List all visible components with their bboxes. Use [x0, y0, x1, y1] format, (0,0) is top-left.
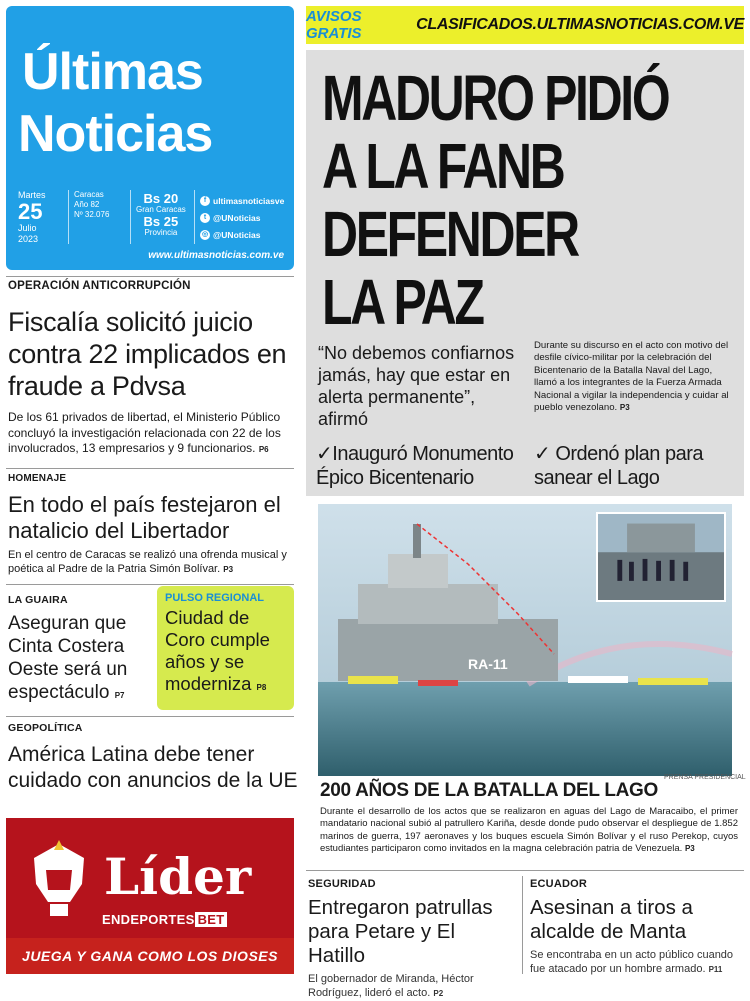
story-ecuador[interactable] [530, 878, 744, 977]
headline-seguridad: Entregaron patrullas para Petare y El Hatillo [308, 896, 493, 967]
divider [522, 876, 523, 974]
divider [194, 190, 195, 244]
headline-ecuador: Asesinan a tiros a alcalde de Manta [530, 896, 693, 943]
kicker-seguridad: SEGURIDAD [308, 878, 376, 890]
social-links [200, 192, 284, 243]
summary-ecuador: Se encontraba en un acto público cuando fue atacado por un hombre armado. P11 [530, 949, 734, 975]
ad-slogan: JUEGA Y GANA COMO LOS DIOSES [6, 938, 294, 974]
ad-subbrand: ENDEPORTES BET [102, 912, 227, 927]
summary-anticorrupcion: De los 61 privados de libertad, el Ministerio Público concluyó la investigación relacionada con 22 de los involucrados, 13 empresarios y 9 funcionarios. P6 [8, 410, 281, 455]
story-guaira[interactable] [8, 594, 148, 707]
lead-headline[interactable]: MADURO PIDIÓ A LA FANB DEFENDER LA PAZ [322, 62, 669, 338]
headline-pulso: Ciudad de Coro cumple años y se moderniza P8 [165, 607, 270, 694]
month: Julio [18, 222, 37, 233]
ship-hull-label: RA-11 [468, 656, 508, 672]
kicker-homenaje: HOMENAJE [8, 473, 67, 484]
price-caracas-label: Gran Caracas [136, 205, 186, 215]
year: 2023 [18, 233, 39, 244]
price-block [136, 192, 186, 238]
social-twitter[interactable]: t @UNoticias [200, 209, 284, 226]
summary-seguridad: El gobernador de Miranda, Héctor Rodríguez, lideró el acto. P2 [308, 973, 474, 999]
photo-credit: PRENSA PRESIDENCIAL [664, 774, 746, 781]
twitter-icon: t [200, 213, 210, 223]
issue-date [18, 190, 64, 244]
divider [130, 190, 131, 244]
divider [68, 190, 69, 244]
logo-line1: Últimas [22, 43, 203, 101]
year-label: Año 82 [74, 200, 100, 209]
divider [6, 276, 294, 277]
page-ref: P6 [258, 445, 269, 454]
page-ref: P2 [433, 989, 444, 998]
headline-anticorrupcion[interactable]: Fiscalía solicitó juicio contra 22 implicados en fraude a Pdvsa [8, 307, 287, 401]
logo-line2: Noticias [18, 105, 213, 163]
inset-photo [596, 512, 726, 602]
summary-homenaje: En el centro de Caracas se realizó una ofrenda musical y poética al Padre de la Patria Simón Bolívar. P3 [8, 549, 287, 575]
lead-check-monument: ✓Inauguró Monumento Épico Bicentenario [316, 443, 514, 489]
kicker-ecuador: ECUADOR [530, 878, 588, 890]
headline-guaira: Aseguran que Cinta Costera Oeste será un espectáculo P7 [8, 613, 128, 703]
page-ref: P11 [708, 965, 723, 974]
social-instagram[interactable]: ◎ @UNoticias [201, 229, 261, 240]
classifieds-banner[interactable] [306, 6, 744, 44]
social-facebook[interactable]: f ultimasnoticiasve [200, 192, 284, 209]
price-caracas: Bs 20 [143, 191, 179, 206]
lead-quote: “No debemos confiarnos jamás, hay que estar en alerta permanente”, afirmó [318, 343, 515, 429]
website-link[interactable]: www.ultimasnoticias.com.ve [148, 250, 284, 261]
issue-number: Nº 32.076 [74, 210, 110, 219]
issue-meta [74, 190, 109, 220]
divider [306, 870, 744, 871]
page-ref: P8 [256, 683, 267, 692]
photo-caption-title[interactable]: 200 AÑOS DE LA BATALLA DEL LAGO [320, 780, 658, 801]
lead-check-lake: ✓ Ordenó plan para sanear el Lago [534, 443, 703, 489]
kicker-anticorrupcion: OPERACIÓN ANTICORRUPCIÓN [8, 280, 191, 292]
price-provincia-label: Provincia [144, 228, 178, 238]
photo-caption-text: Durante el desarrollo de los actos que se realizaron en aguas del Lago de Maracaibo, el primer mandatario nacional subió al patrullero Kariña, desde donde pudo observar el despliegue de 1.852 marinos de guerra, 197 aeronaves y los buques escuela Simón Bolívar y el ruso Perekop, cuyos estudiantes participaron como invitados en la magna celebración patria de Venezuela. P3 [320, 806, 738, 855]
headline-geopolitica[interactable]: América Latina debe tener cuidado con anuncios de la UE [8, 743, 298, 792]
kicker-guaira: LA GUAIRA [8, 594, 68, 606]
kicker-pulso: PULSO REGIONAL [165, 592, 265, 604]
divider [6, 468, 294, 469]
day-number: 25 [18, 198, 43, 224]
lead-story [306, 50, 744, 496]
story-pulso-regional[interactable] [157, 586, 294, 710]
warrior-head-icon [24, 840, 94, 920]
page-ref: P3 [684, 844, 695, 854]
banner-url: CLASIFICADOS.ULTIMASNOTICIAS.COM.VE [416, 16, 744, 33]
page-ref: P3 [619, 403, 630, 413]
instagram-icon: ◎ [201, 230, 209, 238]
divider [6, 716, 294, 717]
masthead [6, 6, 294, 270]
weekday: Martes [18, 190, 46, 200]
price-provincia: Bs 25 [143, 214, 179, 230]
banner-label: AVISOS GRATIS [306, 8, 362, 42]
headline-homenaje[interactable]: En todo el país festejaron el natalicio del Libertador [8, 492, 281, 543]
kicker-geopolitica: GEOPOLÍTICA [8, 722, 83, 734]
ad-lider-endeportes[interactable] [6, 818, 294, 974]
divider [6, 584, 294, 585]
ad-brand: Líder [104, 847, 252, 906]
city: Caracas [74, 190, 104, 199]
page-ref: P7 [114, 691, 125, 700]
page-ref: P3 [223, 565, 234, 574]
facebook-icon: f [200, 196, 210, 206]
lead-description: Durante su discurso en el acto con motivo del desfile cívico-militar por la celebración del Bicentenario de la Batalla Naval del Lago, llamó a los integrantes de la Fuerza Armada Nacional a vigilar la independencia y cuidar al pueblo venezolano. P3 [534, 340, 729, 414]
story-seguridad[interactable] [308, 878, 516, 1001]
